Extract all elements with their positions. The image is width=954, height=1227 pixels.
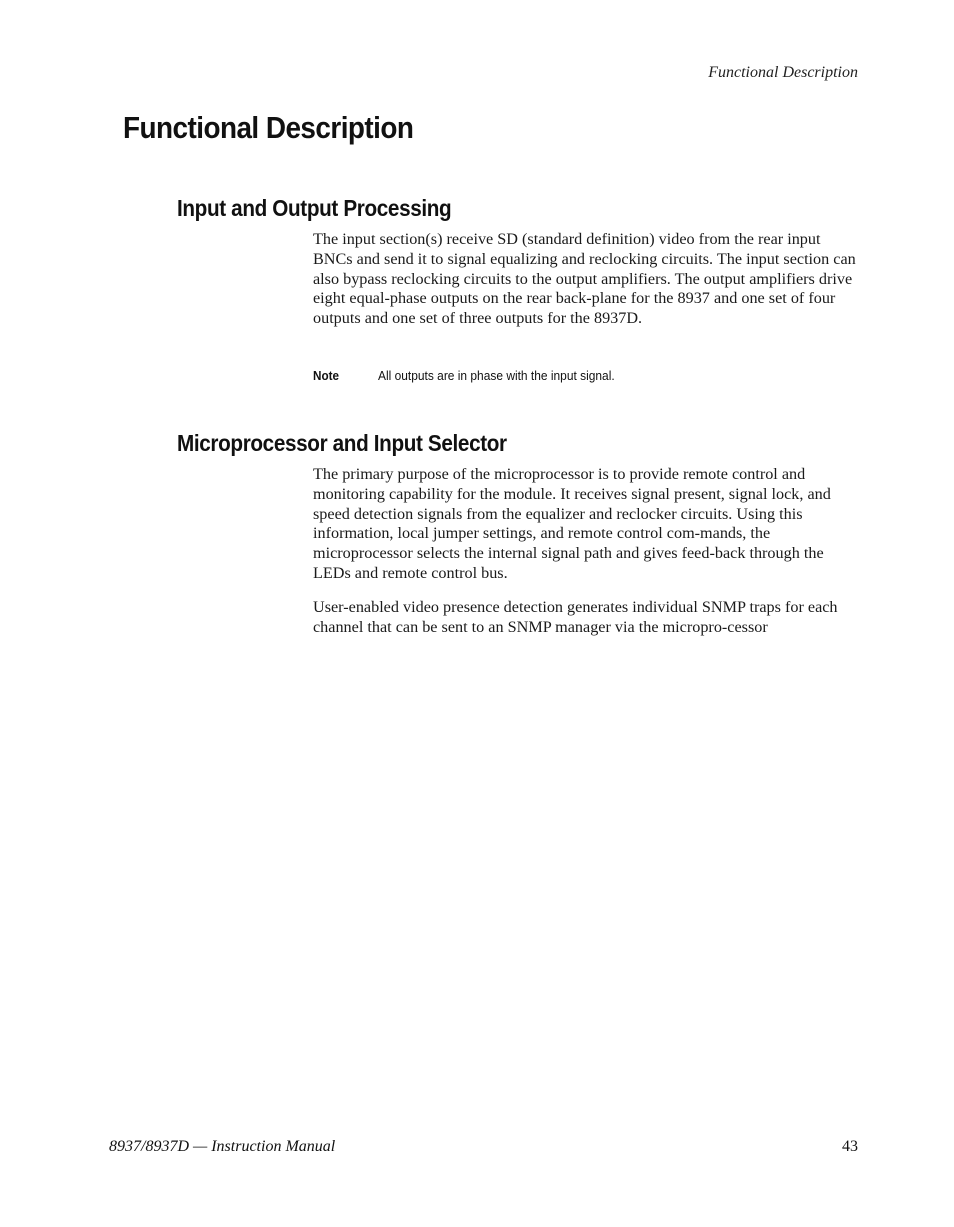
- footer-manual-title: 8937/8937D — Instruction Manual: [109, 1138, 336, 1155]
- paragraph-microprocessor-2: User-enabled video presence detection generates individual SNMP traps for each channel that can be sent to an SNMP manager via the micropro-cessor: [313, 598, 838, 636]
- paragraph-microprocessor-1: The primary purpose of the microprocessor is to provide remote control and monitoring capability for the module. It receives signal present, signal lock, and speed detection signals from the equalizer and reclocker circuits. Using this information, local jumper settings, and remote control com-mands, the microprocessor selects the internal signal path and gives feed-back through the LEDs and remote control bus.: [313, 465, 831, 582]
- section-heading-input-output: Input and Output Processing: [177, 195, 452, 221]
- note-label: Note: [313, 368, 340, 383]
- section-heading-microprocessor: Microprocessor and Input Selector: [177, 430, 507, 456]
- note-text: All outputs are in phase with the input signal.: [378, 368, 615, 383]
- page-title: Functional Description: [123, 110, 414, 145]
- paragraph-input-output: The input section(s) receive SD (standard definition) video from the rear input BNCs and send it to signal equalizing and reclocking circuits. The input section can also bypass reclocking circuits to the output amplifiers. The output amplifiers drive eight equal-phase outputs on the rear back-plane for the 8937 and one set of four outputs and one set of three outputs for the 8937D.: [313, 230, 856, 328]
- running-header: Functional Description: [708, 64, 858, 81]
- note: [313, 368, 635, 383]
- page-number: 43: [842, 1138, 858, 1155]
